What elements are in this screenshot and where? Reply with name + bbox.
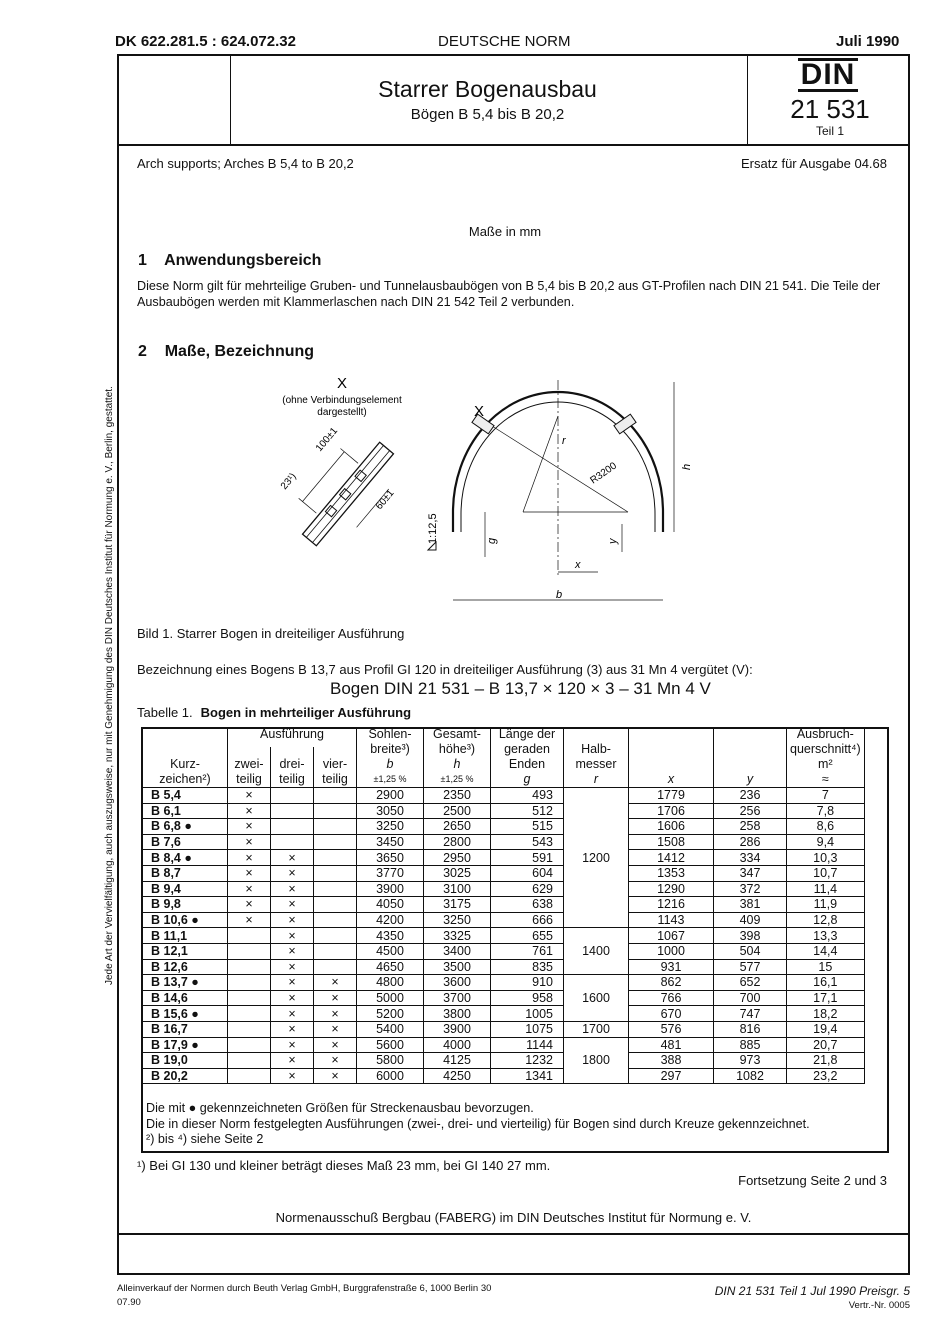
cell-h: 3500 [424,959,491,975]
section-1-text: Diese Norm gilt für mehrteilige Gruben- und Tunnelausbaubögen von B 5,4 bis B 20,2 aus GT-Profilen nach DIN 21 541. Die Teile der Ausbaubögen werden mit Klammerlaschen nach DIN 21 542 Teil 2 verbunden. [137,279,881,309]
cell-h: 4000 [424,1037,491,1053]
cell-vier: × [314,1021,357,1037]
cell-h: 3025 [424,865,491,881]
committee-line: Normenausschuß Bergbau (FABERG) im DIN Deutsches Institut für Normung e. V. [275,1210,752,1225]
cell-vier [314,943,357,959]
cell-vier: × [314,1068,357,1084]
col-q-label: Ausbruch-querschnitt⁴) [790,727,861,756]
cell-b: 3900 [357,881,424,897]
cell-drei: × [271,1053,314,1069]
cell-vier [314,788,357,804]
cell-h: 4125 [424,1053,491,1069]
table-row [143,990,865,1006]
cell-vier: × [314,975,357,991]
cell-g: 666 [491,912,564,928]
cell-vier: × [314,1006,357,1022]
cell-g: 493 [491,788,564,804]
cell-r: 1400 [564,928,629,975]
col-y [714,727,787,788]
cell-b: 4200 [357,912,424,928]
cell-q: 14,4 [787,943,865,959]
label-g: g [486,537,498,544]
cell-drei: × [271,1006,314,1022]
cell-q: 9,4 [787,834,865,850]
cell-name: B 7,6 [143,834,228,850]
radius-line [523,416,558,512]
cell-zwei: × [228,881,271,897]
cell-name: B 9,8 [143,897,228,913]
joint-right [614,414,636,434]
table-row [143,881,865,897]
cell-g: 638 [491,897,564,913]
cell-b: 5800 [357,1053,424,1069]
cell-h: 2950 [424,850,491,866]
figure-caption: Bild 1. Starrer Bogen in dreiteiliger Ausführung [137,626,405,641]
cell-g: 512 [491,803,564,819]
copyright-sidenote: Jede Art der Vervielfältigung, auch auszugsweise, nur mit Genehmigung des DIN Deutsches Institut für Normung e. V., Berlin, gestattet. [104,386,115,985]
cell-name: B 14,6 [143,990,228,1006]
cell-y: 504 [714,943,787,959]
cell-drei: × [271,928,314,944]
cell-vier [314,834,357,850]
cell-x: 1067 [629,928,714,944]
cell-drei [271,788,314,804]
table-note-1: Die mit ● gekennzeichneten Größen für Streckenausbau bevorzugen. [146,1101,534,1115]
cell-h: 3600 [424,975,491,991]
designation-example: Bogen DIN 21 531 – B 13,7 × 120 × 3 – 31 Mn 4 V [330,679,711,698]
footer-sales: Alleinverkauf der Normen durch Beuth Verlag GmbH, Burggrafenstraße 6, 1000 Berlin 30 [117,1283,492,1294]
cell-h: 4250 [424,1068,491,1084]
cell-name: B 20,2 [143,1068,228,1084]
detail-note-2: dargestellt) [317,407,367,418]
cell-b: 6000 [357,1068,424,1084]
table-row [143,1021,865,1037]
cell-b: 4650 [357,959,424,975]
cell-name: B 13,7 ● [143,975,228,991]
cell-y: 885 [714,1037,787,1053]
cell-name: B 9,4 [143,881,228,897]
cell-y: 256 [714,803,787,819]
cell-x: 1412 [629,850,714,866]
cell-vier [314,897,357,913]
col-ausfuehrung: Ausführung [228,727,357,747]
cell-drei: × [271,850,314,866]
cell-b: 3650 [357,850,424,866]
english-title: Arch supports; Arches B 5,4 to B 20,2 [137,156,354,171]
cell-g: 1075 [491,1021,564,1037]
cell-q: 17,1 [787,990,865,1006]
col-h [424,727,491,788]
cell-g: 1232 [491,1053,564,1069]
cell-x: 766 [629,990,714,1006]
cell-vier [314,912,357,928]
table-row [143,912,865,928]
cell-name: B 8,7 [143,865,228,881]
cell-b: 5200 [357,1006,424,1022]
cell-q: 11,4 [787,881,865,897]
cell-zwei [228,1021,271,1037]
col-g-label: Länge der geraden Enden [498,727,556,771]
cell-zwei [228,959,271,975]
table-row [143,803,865,819]
cell-q: 16,1 [787,975,865,991]
table-row [143,975,865,991]
cell-r: 1700 [564,1021,629,1037]
table-row [143,819,865,835]
footer-vertr: Vertr.-Nr. 0005 [848,1300,910,1311]
cell-h: 2650 [424,819,491,835]
cell-vier [314,881,357,897]
col-h-label: Gesamt-höhe³) [433,727,481,756]
cell-zwei [228,928,271,944]
cell-x: 1000 [629,943,714,959]
cell-y: 700 [714,990,787,1006]
cell-drei [271,834,314,850]
cell-zwei: × [228,803,271,819]
cell-name: B 15,6 ● [143,1006,228,1022]
cell-q: 20,7 [787,1037,865,1053]
cell-g: 761 [491,943,564,959]
cell-h: 3175 [424,897,491,913]
cell-h: 2800 [424,834,491,850]
dim-60-label: 60±1 [373,487,397,512]
cell-name: B 10,6 ● [143,912,228,928]
continuation-note: Fortsetzung Seite 2 und 3 [738,1173,887,1188]
cell-x: 1290 [629,881,714,897]
cell-y: 398 [714,928,787,944]
cell-x: 1706 [629,803,714,819]
cell-q: 21,8 [787,1053,865,1069]
table-row [143,850,865,866]
cell-zwei [228,1037,271,1053]
cell-zwei: × [228,819,271,835]
cell-zwei: × [228,834,271,850]
detail-note-1: (ohne Verbindungselement [282,395,402,406]
detail-x-label: X [336,375,348,392]
cell-drei [271,819,314,835]
cell-y: 347 [714,865,787,881]
cell-g: 591 [491,850,564,866]
cell-y: 747 [714,1006,787,1022]
cell-vier [314,865,357,881]
cell-g: 835 [491,959,564,975]
publication-date: Juli 1990 [836,33,900,50]
cell-name: B 8,4 ● [143,850,228,866]
cell-drei: × [271,943,314,959]
cell-zwei: × [228,912,271,928]
col-q [787,727,865,788]
cell-drei [271,803,314,819]
cell-b: 5600 [357,1037,424,1053]
table-row [143,1037,865,1053]
cell-zwei [228,943,271,959]
section-number: 2 [138,343,147,360]
col-x-symbol: x [667,772,675,786]
figure-arch-drawing [260,372,730,612]
cell-zwei: × [228,788,271,804]
col-y-symbol: y [746,772,754,786]
cell-b: 4800 [357,975,424,991]
cell-b: 2900 [357,788,424,804]
cell-y: 372 [714,881,787,897]
cell-zwei [228,990,271,1006]
label-x: x [575,559,581,571]
cell-x: 1216 [629,897,714,913]
cell-q: 19,4 [787,1021,865,1037]
bottom-rule [117,1233,910,1235]
table-row [143,928,865,944]
cell-q: 7 [787,788,865,804]
cell-drei: × [271,881,314,897]
cell-y: 973 [714,1053,787,1069]
cell-zwei [228,1068,271,1084]
cell-r: 1200 [564,788,629,928]
cell-zwei: × [228,897,271,913]
cell-zwei [228,1053,271,1069]
cell-name: B 12,6 [143,959,228,975]
cell-zwei [228,1006,271,1022]
section-title: Anwendungsbereich [164,252,322,269]
cell-vier [314,803,357,819]
cell-h: 3100 [424,881,491,897]
table-label: Tabelle 1. [137,705,193,720]
cell-x: 1779 [629,788,714,804]
cell-name: B 16,7 [143,1021,228,1037]
col-b-tol: ±1,25 % [373,774,407,784]
section-title: Maße, Bezeichnung [164,343,315,360]
col-h-tol: ±1,25 % [440,774,474,784]
table-notes [146,1101,886,1148]
cell-y: 236 [714,788,787,804]
cell-g: 1005 [491,1006,564,1022]
col-kurz: Kurz-zeichen²) [143,727,228,788]
cell-drei: × [271,865,314,881]
col-g-symbol: g [523,772,531,786]
cell-y: 381 [714,897,787,913]
footer-code: 07.90 [117,1297,141,1308]
cell-b: 3770 [357,865,424,881]
cell-drei: × [271,1068,314,1084]
cell-g: 604 [491,865,564,881]
cell-q: 15 [787,959,865,975]
table-title: Bogen in mehrteiliger Ausführung [200,705,412,720]
table-note-2: Die in dieser Norm festgelegten Ausführungen (zwei-, drei- und vierteilig) für Bogen sind durch Kreuze gekennzeichnet. [146,1116,810,1131]
cell-vier: × [314,1053,357,1069]
table-row [143,1053,865,1069]
col-zwei: zwei-teilig [228,747,271,788]
cell-vier [314,959,357,975]
cell-vier [314,819,357,835]
table-row [143,834,865,850]
col-r-symbol: r [593,772,599,786]
cell-q: 8,6 [787,819,865,835]
label-y: y [607,538,619,544]
cell-drei: × [271,912,314,928]
cell-zwei: × [228,850,271,866]
cell-y: 1082 [714,1068,787,1084]
cell-name: B 12,1 [143,943,228,959]
cell-q: 23,2 [787,1068,865,1084]
cell-x: 1606 [629,819,714,835]
cell-r: 1800 [564,1037,629,1084]
dim-23-label: 23¹) [278,471,299,492]
cell-drei: × [271,1021,314,1037]
cell-h: 3800 [424,1006,491,1022]
label-h: h [681,463,693,470]
table-row [143,943,865,959]
col-r-label: Halb-messer [575,742,617,771]
table-row [143,1006,865,1022]
cell-g: 1341 [491,1068,564,1084]
cell-drei: × [271,975,314,991]
col-x [629,727,714,788]
cell-y: 286 [714,834,787,850]
replacement-note: Ersatz für Ausgabe 04.68 [741,156,887,171]
cell-h: 2350 [424,788,491,804]
cell-x: 388 [629,1053,714,1069]
col-q-unit: m² [818,757,833,771]
cell-y: 577 [714,959,787,975]
cell-r: 1600 [564,975,629,1022]
cell-x: 931 [629,959,714,975]
document-title: Starrer Bogenausbau [378,76,597,102]
document-subtitle: Bögen B 5,4 bis B 20,2 [410,106,565,123]
cell-x: 670 [629,1006,714,1022]
cell-q: 10,7 [787,865,865,881]
cell-x: 481 [629,1037,714,1053]
table-caption [137,705,411,720]
cell-g: 958 [491,990,564,1006]
cell-h: 3700 [424,990,491,1006]
cell-vier [314,928,357,944]
cell-h: 3250 [424,912,491,928]
designation-text: Bezeichnung eines Bogens B 13,7 aus Profil GI 120 in dreiteiliger Ausführung (3) aus 31 Mn 4 vergütet (V): [137,662,753,677]
cell-vier [314,850,357,866]
cell-b: 3450 [357,834,424,850]
din-number: 21 531 [790,94,870,124]
cell-x: 862 [629,975,714,991]
cell-x: 576 [629,1021,714,1037]
cell-g: 543 [491,834,564,850]
section-1-heading [138,252,321,270]
cell-y: 258 [714,819,787,835]
table-row [143,897,865,913]
table-row [143,959,865,975]
cell-q: 13,3 [787,928,865,944]
cell-x: 1353 [629,865,714,881]
section-number: 1 [138,252,147,269]
cell-y: 816 [714,1021,787,1037]
cell-q: 18,2 [787,1006,865,1022]
document-type: DEUTSCHE NORM [438,33,571,50]
cell-b: 5400 [357,1021,424,1037]
table-row [143,788,865,804]
cell-drei: × [271,897,314,913]
cell-name: B 6,8 ● [143,819,228,835]
cell-h: 3325 [424,928,491,944]
cell-name: B 5,4 [143,788,228,804]
cell-h: 3900 [424,1021,491,1037]
cell-b: 5000 [357,990,424,1006]
cell-g: 1144 [491,1037,564,1053]
cell-x: 1143 [629,912,714,928]
label-r: r [562,435,566,447]
cell-vier: × [314,990,357,1006]
cell-zwei: × [228,865,271,881]
footnote-1: ¹) Bei GI 130 und kleiner beträgt dieses Maß 23 mm, bei GI 140 27 mm. [137,1158,551,1173]
col-g [491,727,564,788]
cell-q: 11,9 [787,897,865,913]
cell-b: 4050 [357,897,424,913]
label-r3200: R3200 [588,460,619,487]
cell-y: 334 [714,850,787,866]
cell-vier: × [314,1037,357,1053]
cell-name: B 19,0 [143,1053,228,1069]
table-row [143,865,865,881]
cell-g: 655 [491,928,564,944]
cell-q: 7,8 [787,803,865,819]
din-part: Teil 1 [815,124,844,138]
cell-b: 4350 [357,928,424,944]
cell-g: 515 [491,819,564,835]
footer-reference: DIN 21 531 Teil 1 Jul 1990 Preisgr. 5 [714,1284,910,1298]
cell-g: 629 [491,881,564,897]
col-b [357,727,424,788]
table-note-3: ²) bis ⁴) siehe Seite 2 [146,1132,264,1146]
cell-name: B 17,9 ● [143,1037,228,1053]
cell-b: 3050 [357,803,424,819]
arch-x-label: X [474,403,485,420]
col-drei: drei-teilig [271,747,314,788]
col-vier: vier-teilig [314,747,357,788]
cell-name: B 6,1 [143,803,228,819]
col-b-label: Sohlen-breite³) [368,727,412,756]
cell-h: 2500 [424,803,491,819]
cell-drei: × [271,1037,314,1053]
cell-drei: × [271,959,314,975]
din-logo: DIN [798,58,858,92]
section-2-heading [138,343,314,361]
cell-y: 652 [714,975,787,991]
cell-g: 910 [491,975,564,991]
col-b-symbol: b [386,757,394,771]
arch-table [142,727,865,1084]
table-row [143,1068,865,1084]
col-r [564,727,629,788]
slope-label: 1:12,5 [427,513,439,544]
table-body [143,788,865,1084]
cell-name: B 11,1 [143,928,228,944]
units-note: Maße in mm [468,224,542,239]
col-q-approx: ≈ [821,772,829,786]
cell-q: 12,8 [787,912,865,928]
cell-x: 1508 [629,834,714,850]
cell-y: 409 [714,912,787,928]
label-b: b [556,589,563,601]
dk-classification: DK 622.281.5 : 624.072.32 [115,33,296,50]
cell-b: 3250 [357,819,424,835]
cell-drei: × [271,990,314,1006]
cell-h: 3400 [424,943,491,959]
cell-b: 4500 [357,943,424,959]
dim-100-label: 100±1 [313,425,341,454]
cell-q: 10,3 [787,850,865,866]
col-h-symbol: h [453,757,461,771]
cell-zwei [228,975,271,991]
cell-x: 297 [629,1068,714,1084]
